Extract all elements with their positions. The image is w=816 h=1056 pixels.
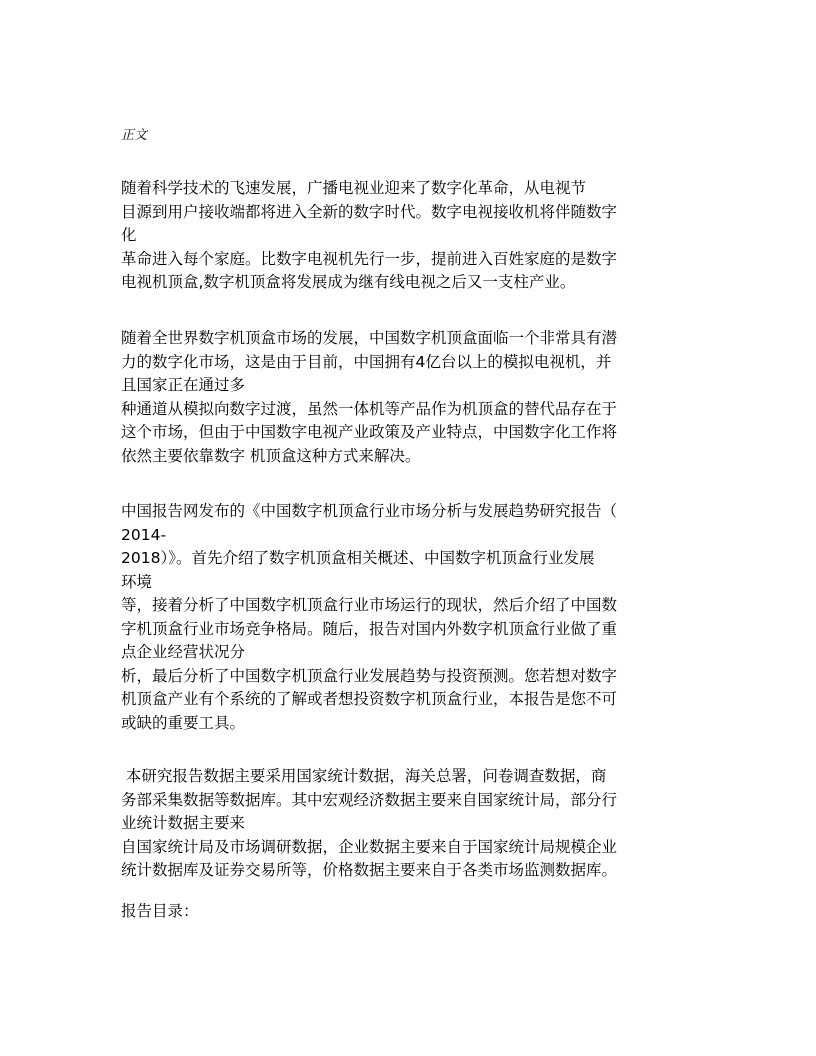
paragraph-line: 本研究报告数据主要采用国家统计数据，海关总署，问卷调查数据，商 [121, 767, 607, 785]
paragraph-line: 环境 [121, 572, 153, 591]
paragraph-line: 种通道从模拟向数字过渡，虽然一体机等产品作为机顶盒的替代品存在于 [121, 399, 618, 418]
paragraph-line: 电视机顶盒,数字机顶盒将发展成为继有线电视之后又一支柱产业。 [121, 273, 576, 291]
paragraph-data-sources [121, 765, 701, 883]
paragraph-line: 力的数字化市场，这是由于目前，中国拥有4亿台以上的模拟电视机，并 [121, 352, 612, 371]
paragraph-line: 随着科学技术的飞速发展，广播电视业迎来了数字化革命，从电视节 [121, 179, 587, 197]
paragraph-line: 机顶盒产业有个系统的了解或者想投资数字机顶盒行业，本报告是您不可 [121, 690, 618, 708]
paragraph-report [121, 500, 701, 735]
paragraph-line: 依然主要依靠数字 机顶盒这种方式来解决。 [121, 446, 421, 465]
paragraph-line: 且国家正在通过多 [121, 376, 246, 394]
paragraph-line: 字机顶盒行业市场竞争格局。随后，报告对国内外数字机顶盒行业做了重 [121, 619, 618, 638]
paragraph-line: 中国报告网发布的《中国数字机顶盒行业市场分析与发展趋势研究报告（ [121, 502, 618, 520]
paragraph-line: 统计数据库及证券交易所等，价格数据主要来自于各类市场监测数据库。 [121, 861, 618, 879]
paragraph-line: 或缺的重要工具。 [121, 713, 246, 732]
paragraph-line: 析，最后分析了中国数字机顶盒行业发展趋势与投资预测。您若想对数字 [121, 666, 618, 685]
paragraph-line: 2014- [121, 525, 167, 544]
section-heading: 正文 [121, 128, 148, 143]
paragraph-line: 化 [121, 226, 137, 244]
paragraph-line: 自国家统计局及市场调研数据，企业数据主要来自于国家统计局规模企业 [121, 837, 618, 856]
paragraph-line: 点企业经营状况分 [121, 643, 246, 661]
paragraph-line: 2018）》。首先介绍了数字机顶盒相关概述、中国数字机顶盒行业发展 [121, 549, 595, 567]
paragraph-line: 随着全世界数字机顶盒市场的发展，中国数字机顶盒面临一个非常具有潜 [121, 329, 618, 347]
paragraph-line: 务部采集数据等数据库。其中宏观经济数据主要来自国家统计局，部分行 [121, 790, 618, 809]
paragraph-line: 这个市场，但由于中国数字电视产业政策及产业特点，中国数字化工作将 [121, 423, 618, 441]
paragraph-intro [121, 177, 701, 295]
paragraph-market [121, 327, 701, 468]
paragraph-line: 目源到用户接收端都将进入全新的数字时代。数字电视接收机将伴随数字 [121, 202, 618, 221]
toc-label: 报告目录： [121, 902, 199, 920]
paragraph-line: 业统计数据主要来 [121, 814, 246, 832]
paragraph-line: 革命进入每个家庭。比数字电视机先行一步，提前进入百姓家庭的是数字 [121, 249, 618, 268]
paragraph-line: 等，接着分析了中国数字机顶盒行业市场运行的现状，然后介绍了中国数 [121, 596, 618, 614]
